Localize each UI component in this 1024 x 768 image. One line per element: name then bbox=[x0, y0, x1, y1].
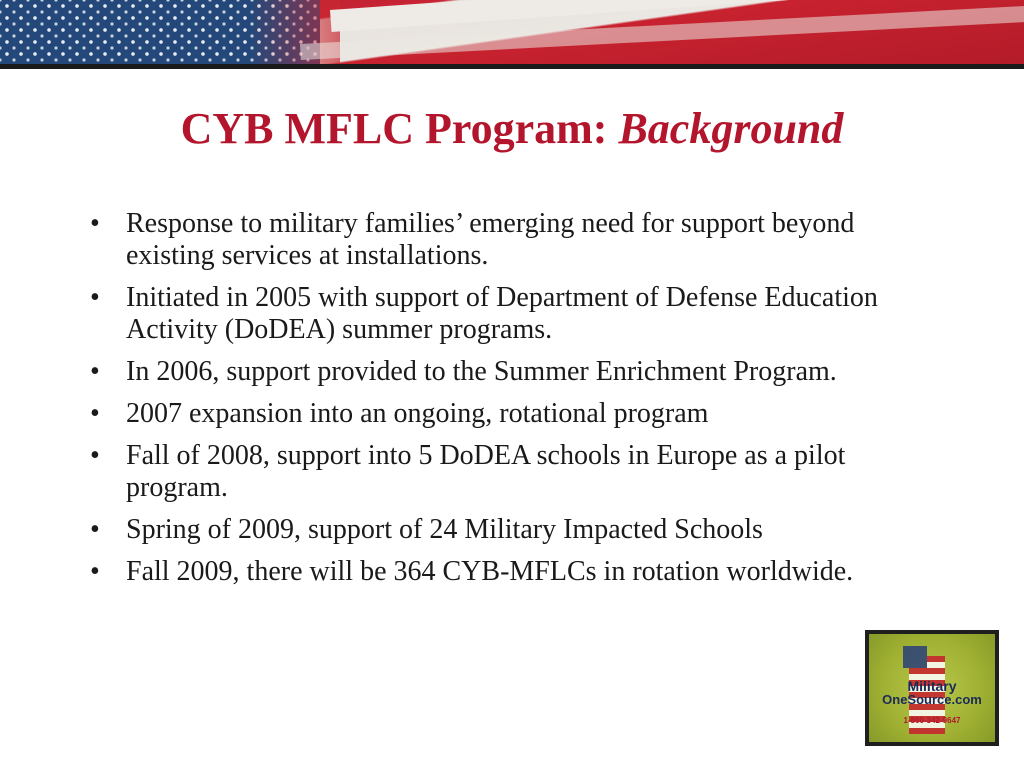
bullet-dot: • bbox=[90, 208, 100, 239]
bullet-dot: • bbox=[90, 514, 100, 545]
bullet-list bbox=[90, 208, 930, 598]
slide-title-main: CYB MFLC Program: bbox=[180, 104, 608, 153]
logo-text-onesource: OneSource.com bbox=[882, 692, 982, 707]
bullet-text: Response to military families’ emerging need for support beyond existing services at installations. bbox=[126, 208, 855, 271]
logo-background bbox=[869, 634, 995, 742]
bullet-dot: • bbox=[90, 356, 100, 387]
logo-text-military: Military bbox=[907, 678, 957, 694]
bullet-item bbox=[90, 556, 930, 588]
bullet-item bbox=[90, 440, 930, 504]
flag-banner bbox=[0, 0, 1024, 66]
bullet-item bbox=[90, 514, 930, 546]
bullet-text: In 2006, support provided to the Summer Enrichment Program. bbox=[126, 356, 837, 387]
logo-phone: 1-800-342-9647 bbox=[903, 716, 961, 725]
bullet-dot: • bbox=[90, 398, 100, 429]
bullet-dot: • bbox=[90, 282, 100, 313]
banner-divider bbox=[0, 64, 1024, 69]
bullet-item bbox=[90, 356, 930, 388]
military-onesource-logo bbox=[865, 630, 999, 746]
slide-title bbox=[0, 103, 1024, 154]
bullet-dot: • bbox=[90, 556, 100, 587]
bullet-item bbox=[90, 398, 930, 430]
bullet-text: Spring of 2009, support of 24 Military Impacted Schools bbox=[126, 514, 763, 545]
bullet-text: 2007 expansion into an ongoing, rotational program bbox=[126, 398, 709, 429]
bullet-text: Fall 2009, there will be 364 CYB-MFLCs in rotation worldwide. bbox=[126, 556, 854, 587]
slide-title-italic: Background bbox=[618, 104, 844, 153]
bullet-item bbox=[90, 282, 930, 346]
bullet-item bbox=[90, 208, 930, 272]
bullet-text: Initiated in 2005 with support of Department of Defense Education Activity (DoDEA) summer programs. bbox=[126, 282, 878, 345]
bullet-text: Fall of 2008, support into 5 DoDEA schools in Europe as a pilot program. bbox=[126, 440, 846, 503]
bullet-dot: • bbox=[90, 440, 100, 471]
